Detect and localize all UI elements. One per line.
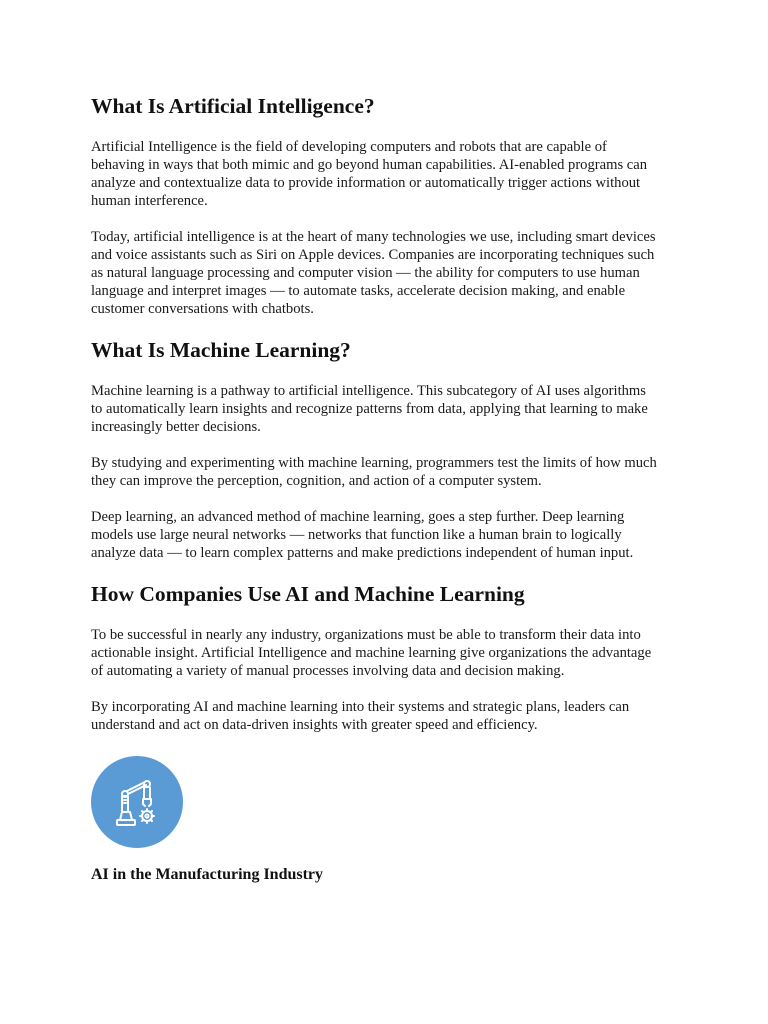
paragraph: By incorporating AI and machine learning into their systems and strategic plans, leaders can understand and act on data-driven insights with greater speed and efficiency. [91,699,630,733]
section-what-is-ai [91,92,691,318]
heading-what-is-ai: What Is Artificial Intelligence? [91,94,375,118]
robotic-arm-icon [91,756,183,848]
document-content [91,92,691,885]
paragraph: Deep learning, an advanced method of machine learning, goes a step further. Deep learning models use large neural networks — networks that function like a human brain to logically analyze data — to learn complex patterns and make predictions independent of human input. [91,509,634,561]
heading-how-companies-use: How Companies Use AI and Machine Learning [91,582,525,606]
feature-caption: AI in the Manufacturing Industry [91,866,324,883]
section-how-companies-use [91,580,691,734]
paragraph: Machine learning is a pathway to artificial intelligence. This subcategory of AI uses algorithms to automatically learn insights and recognize patterns from data, applying that learning to make increasingly better decisions. [91,383,648,435]
paragraph: By studying and experimenting with machine learning, programmers test the limits of how much they can improve the perception, cognition, and action of a computer system. [91,455,657,489]
section-what-is-ml [91,336,691,562]
heading-what-is-ml: What Is Machine Learning? [91,338,351,362]
paragraph: To be successful in nearly any industry, organizations must be able to transform their data into actionable insight. Artificial Intelligence and machine learning give organizations the advantage of automating a variety of manual processes involving data and decision making. [91,627,652,679]
paragraph: Artificial Intelligence is the field of developing computers and robots that are capable of behaving in ways that both mimic and go beyond human capabilities. AI-enabled programs can analyze and contextualize data to provide information or automatically trigger actions without human interference. [91,139,648,209]
paragraph: Today, artificial intelligence is at the heart of many technologies we use, including smart devices and voice assistants such as Siri on Apple devices. Companies are incorporating techniques such as natural language processing and computer vision — the ability for computers to use human language and interpret images — to automate tasks, accelerate decision making, and enable customer conversations with chatbots. [91,229,656,317]
